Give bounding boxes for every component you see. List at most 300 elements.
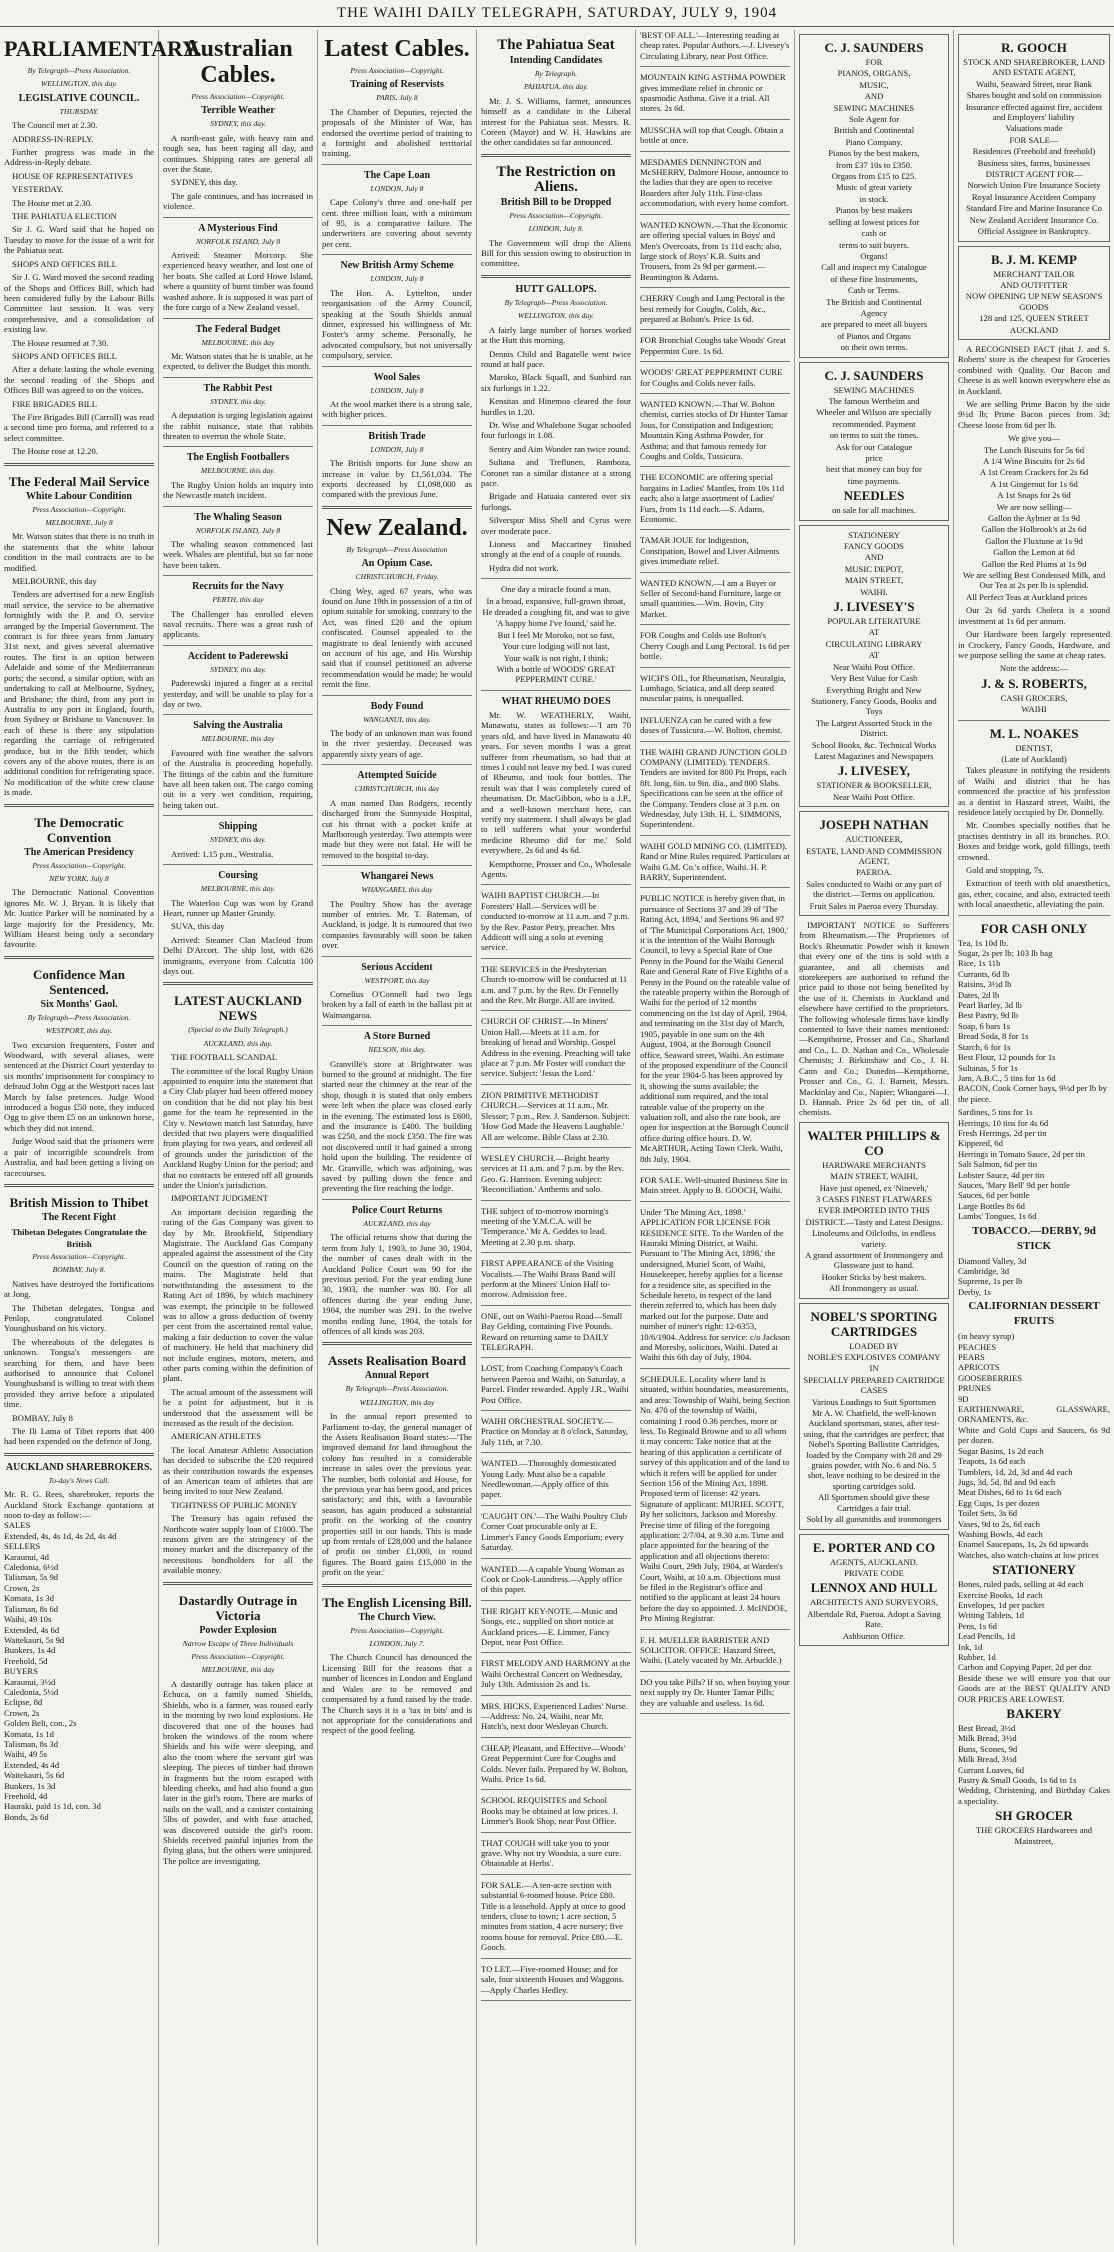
text-line: Further progress was made in the Address-in-Reply debate. (4, 147, 154, 168)
text-line: Envelopes, 1d per packet (958, 1599, 1045, 1610)
text-line: Pens, 1s 6d (958, 1620, 997, 1631)
text-line: We are selling Best Condensed Milk, and Our Tea at 2s per lb is splendid. (962, 570, 1106, 591)
text-line: The Hon. A. Lyttelton, under reorganisation of the Army Council, speaking at the South Shields annual dinner, expressed his willingness of Mr. Foster's army scheme. Personally, he advocated compulsory, but not universally compulsory, service. (322, 287, 472, 361)
advert-lines (803, 616, 945, 761)
advertiser-name: B. J. M. KEMP (991, 251, 1077, 267)
verse-ad (481, 584, 631, 685)
byline: By Telegraph—Press Association. (27, 1012, 131, 1022)
article-body (163, 539, 313, 570)
text-line: terms to suit buyers. (839, 239, 909, 250)
text-line: Writing Tablets, 1d (958, 1610, 1024, 1621)
text-line: Karaunui, 4d (4, 1551, 49, 1562)
text-line: WANTED KNOWN.—That W. Bolton chemist, carries stocks of Dr Hunter Tamar Jous, for Constipation and Indigestion; Mountain King Asthma Powder, for Asthma; and that famous remedy for Coughs and Colds, Tussicura. (640, 398, 788, 461)
divider (481, 1084, 631, 1085)
text-line: We give you— (1008, 433, 1060, 444)
byline: Press Association—Copyright. (350, 66, 444, 75)
headline: British Mission to Thibet (9, 1194, 149, 1210)
article-body (4, 887, 154, 949)
article-body (322, 458, 472, 500)
text-line: A 1st Gingernut for 1s 6d (990, 478, 1078, 489)
text-line: The official returns show that during the term from July 1, 1903, to June 30, 1904, the number of cases dealt with in the Auckland Police Court was 90 for the previous period. For the year ending June 30, 1903, the number was 80. For all offences during the year ending June, 1904, the number was 291. In the twelve months ending June, 1904, the totals for offences of all kinds was 203. (322, 1232, 472, 1336)
subhead: Attempted Suicide (357, 770, 437, 782)
text-line: Toilet Sets, 3s 6d (958, 1508, 1018, 1519)
headline: Dastardly Outrage in Victoria (178, 1592, 298, 1623)
text-line: ESTATE, LAND AND COMMISSION AGENT, (806, 845, 942, 866)
dateline: NELSON, this day. (368, 1045, 426, 1055)
article-body (163, 410, 313, 441)
subhead: Serious Accident (361, 961, 433, 973)
text-line: Milk Bread, 3½d (958, 1754, 1017, 1765)
text-line: ONE, out on Waihi-Paeroa Road—Small Bay Gelding, containing Five Pounds. Reward on returning same to DAILY TELEGRAPH. (481, 1310, 623, 1352)
text-line: At the wool market there is a strong sale, with higher prices. (322, 398, 472, 420)
byline: By Telegraph. (534, 69, 578, 78)
subhead: Salving the Australia (193, 720, 283, 732)
text-line: Wheeler and Wilson are specially (816, 407, 932, 418)
dateline: WHANGAREI, this day (361, 885, 433, 895)
dateline: WELLINGTON, this day. (517, 311, 595, 321)
advert-nathan (799, 811, 949, 916)
article-body (322, 899, 472, 951)
text-line: of Pianos and Organs (837, 330, 911, 341)
text-line: The House met at 2.30. (12, 197, 93, 208)
text-line: 128 and 125, QUEEN STREET (979, 313, 1089, 324)
text-line: Mr. Watson states that there is no truth in the statements that the white labour condition in the mail contracts are to be modified. (4, 531, 154, 573)
text-line: Tumblers, 1d, 2d, 3d and 4d each (958, 1466, 1073, 1477)
text-line: Tea, 1s 10d lb. (958, 937, 1009, 948)
text-line: BUYERS (4, 1666, 38, 1677)
text-line: All Perfect Teas at Auckland prices (966, 591, 1088, 602)
dateline: MELBOURNE, this day (201, 734, 275, 744)
text-line: A north-east gale, with heavy rain and rough sea, has been raging all day, and continues. Shipping rates are general all over the State. (163, 132, 313, 175)
text-line: Salt Salmon, 6d per tin (958, 1159, 1038, 1170)
dateline: LONDON, July 8. (528, 224, 584, 234)
dateline: PARIS, July 8 (376, 93, 418, 103)
advert-lines (803, 834, 945, 911)
price-list (958, 1107, 1110, 1221)
subhead: A Store Burned (363, 1031, 431, 1043)
advert-heading: CALIFORNIAN DESSERT FRUITS (968, 1300, 1100, 1328)
text-line: ARCHITECTS AND SURVEYORS, (810, 1597, 938, 1608)
advert-heading: SH GROCER (995, 1808, 1073, 1824)
advertiser-name: NOBEL'S SPORTING CARTRIDGES (810, 1308, 938, 1339)
column-4 (477, 30, 636, 2245)
text-line: MERCHANT TAILOR (993, 268, 1075, 279)
text-line: Your walk is not right, I think; (503, 652, 609, 663)
text-line: In a broad, expansive, full-grown throat, (486, 595, 626, 606)
text-line: Gallon the Red Plums at 1s 9d (981, 558, 1087, 569)
article-body (4, 120, 154, 456)
text-line: Sir J. G. Ward moved the second reading of the Shops and Offices Bill, which had been considered fully by the Labour Bills Committee last session. It was very comprehensive, and a consolidation of existing law. (4, 272, 154, 335)
text-line: Egg Cups, 1s per dozen (958, 1497, 1040, 1508)
price-list (958, 1723, 1110, 1806)
text-line: Under 'The Mining Act, 1898.' APPLICATION FOR LICENSE FOR RESIDENCE SITE. To the Warden of the Hauraki Mining District, at Waihi. Pursuant to 'The Mining Act, 1898,' the undersigned, Muriel Scott, of Waihi, Housekeeper, hereby applies for a license for a residence site, as specified in the Schedule hereto, in respect of the land therein referred to, which has been duly marked out for the purpose. Date and number of miner's right: 12-6353, 10/6/1904. Address for service: c/o Jackson and Moresby, solicitors, Waihi. Dated at Waihi this 6th day of July, 1904. (640, 1206, 790, 1363)
divider (481, 1452, 631, 1453)
text-line: Lambs' Tongues, 1s 6d (958, 1211, 1037, 1222)
text-line: The Council met at 2.30. (12, 120, 98, 131)
price-list (958, 433, 1110, 591)
text-line: SHOPS AND OFFICES BILL (12, 258, 117, 269)
text-line: (in heavy syrup) (958, 1331, 1015, 1342)
advertiser-name: J. LIVESEY, (837, 763, 911, 779)
text-line: SPECIALLY PREPARED CARTRIDGE CASES (803, 1374, 945, 1396)
dateline: MELBOURNE, this day (201, 1665, 275, 1675)
text-line: SALES (4, 1520, 31, 1531)
text-line: selling at lowest prices for (828, 216, 920, 227)
advert-lines (803, 780, 945, 802)
dateline: AUCKLAND, this day. (203, 1038, 273, 1048)
column-2 (159, 30, 318, 2245)
text-line: Herrings, 10 tins for 4s 6d (958, 1117, 1049, 1128)
headline: HUTT GALLOPS. (515, 283, 597, 295)
notice-list (640, 30, 790, 1714)
text-line: WAIHI. (860, 586, 888, 597)
divider (640, 466, 790, 467)
byline: Press Association—Copyright. (32, 1251, 126, 1261)
article-body (481, 325, 631, 574)
text-line: LOST, from Coaching Company's Coach between Paeroa and Waihi, on Saturday, a Parcel. Finder rewarded. Apply J.R., Waihi Post Office. (481, 1363, 629, 1405)
text-line: THE PAHIATUA ELECTION (12, 211, 117, 222)
divider (481, 1558, 631, 1559)
price-list (958, 1256, 1110, 1298)
text-line: CHURCH OF CHRIST.—In Miners' Union Hall.—Meets at 11 a.m. for breaking of bread and Worship. Gospel Address in the evening. Preaching will take place at 7 p.m. Mr Foster will conduct the service. Subject: 'Jesus the Lord.' (481, 1016, 631, 1079)
text-line: FANCY GOODS (844, 541, 904, 552)
text-line: Raisins, 3½d lb (958, 979, 1012, 990)
advertiser-name: C. J. SAUNDERS (824, 367, 924, 383)
text-line: Buns, Scones, 9d (958, 1743, 1018, 1754)
text-line: FOR SALE. Well-situated Business Site in Main street. Apply to B. GOOCH, Waihi. (640, 1174, 788, 1196)
article-body (322, 197, 472, 249)
text-line: Everything Bright and New (826, 684, 922, 695)
advert-saunders (799, 34, 949, 358)
subhead: New British Army Scheme (340, 260, 454, 272)
article-body (163, 678, 313, 709)
text-line: HOUSE OF REPRESENTATIVES (12, 170, 134, 181)
text-line: Vases, 9d to 2s, 6d each (958, 1518, 1040, 1529)
text-line: Diamond Valley, 3d (958, 1255, 1027, 1266)
text-line: Lioness and Maccartney finished strongly at the end of a couple of rounds. (481, 539, 631, 560)
text-line: New Zealand Accident Insurance Co. (969, 214, 1099, 225)
article-body (163, 351, 313, 372)
text-line: An important decision regarding the rating of the Gas Company was given to day by Mr. Brookfield, Stipendiary Magistrate. The Auckland Gas Company appealed against the assessment of the City Council on the question of rating on the mains. The Magistrate held that notwithstanding the assessment to the Rating Act of 1896, by which machinery was exempt, the principle to be followed was to allow a gross deduction of twenty per cent from the ascertained rental value, making a fair deduction to cover the value of machinery. He held that machinery did not include engines, motors, meters, and other parts coming within the definition of plant. (163, 1206, 313, 1384)
text-line: Waihi, 49 5s (4, 1749, 47, 1760)
text-line: Silverspur Miss Shell and Cyrus were over moderate pace. (481, 515, 631, 536)
text-line: 3 CASES FINEST FLATWARES (815, 1193, 933, 1204)
text-line: Sauces, 'Mary Bell' 9d per bottle (958, 1179, 1070, 1190)
text-line: Bread Soda, 8 for 1s (958, 1031, 1029, 1042)
text-line: EARTHENWARE, GLASSWARE, ORNAMENTS, &c. (958, 1404, 1110, 1425)
advertiser-name: WALTER PHILLIPS & CO (807, 1127, 941, 1158)
text-line: Albertdale Rd, Paeroa. Adopt a Saving Rate. (807, 1608, 941, 1630)
article-body (322, 399, 472, 420)
divider (481, 958, 631, 959)
byline: Press Association—Copyright. (350, 1625, 444, 1635)
article-body (163, 480, 313, 501)
text-line: DISTRICT AGENT FOR— (985, 169, 1083, 180)
text-line: Dates, 2d lb (958, 989, 1000, 1000)
article-body (322, 107, 472, 159)
text-line: MUSSCHA will top that Cough. Obtain a bottle at once. (640, 124, 784, 146)
byline: Press Association—Copyright. (509, 210, 603, 220)
text-line: Currant Loaves, 6d (958, 1764, 1025, 1775)
article-body (4, 1040, 154, 1178)
headline: Assets Realisation Board (328, 1353, 466, 1369)
text-line: Caledonia, 5½d (4, 1686, 59, 1697)
subhead: Whangarei News (360, 871, 434, 883)
text-line: Kempthorne, Prosser and Co., Wholesale Agents. (481, 858, 631, 879)
byline: By Telegraph—Press Association (346, 544, 448, 554)
dateline: WANGANUI, this day. (363, 714, 431, 724)
text-line: The whaling season commenced last week. Whales are plentiful, but so far none have been taken. (163, 538, 313, 570)
text-line: Enamel Saucepans, 1s, 2s 6d upwards (958, 1539, 1089, 1550)
byline: Press Association—Copyright. (191, 92, 285, 101)
text-line: PAEROA. (856, 867, 892, 878)
text-line: SCHOOL REQUISITES and School Books may be obtained at low prices. J. Limmer's Book Shop, near Post Office. (481, 1795, 618, 1827)
masthead: THE WAIHI DAILY TELEGRAPH, SATURDAY, JULY 9, 1904 (0, 0, 1114, 27)
dateline: NEW YORK, July 8 (49, 873, 109, 883)
price-list (958, 1579, 1110, 1704)
text-line: Cornelius O'Connell had two legs broken by a fall of earth in the ballast pit at Waimangaroa. (322, 988, 472, 1020)
divider (640, 835, 790, 836)
text-line: Brigade and Hatuaia cantered over six furlongs. (481, 491, 631, 512)
advert-lines (962, 57, 1106, 237)
divider (640, 887, 790, 888)
text-line: Mr. J. S. Williams, farmer, announces himself as a candidate in the Liberal interest for the Pahiatua seat. Messrs. R. Coreen (Mayor) and W. H. Hawkins are the other candidates so far announced. (481, 95, 631, 148)
text-line: The gale continues, and has increased in violence. (163, 190, 313, 212)
dateline: NORFOLK ISLAND, July 8 (195, 236, 281, 246)
advert-line: on sale for all machines. (832, 505, 916, 516)
text-line: Kippered, 6d (958, 1138, 1003, 1149)
text-line: AT (868, 627, 880, 638)
text-line: TO LET.—Five-roomed House; and for sale, four sixteenth Houses and Waggons.—Apply Charles Hedley. (481, 1963, 625, 1995)
text-line: SHOPS AND OFFICES BILL (12, 350, 117, 361)
text-line: Extended, 4s 4d (4, 1759, 60, 1770)
text-line: Carbon and Copying Paper, 2d per doz (958, 1662, 1092, 1673)
text-line: PEARS (958, 1352, 985, 1363)
text-line: Gallon the Lemon at 6d (993, 547, 1075, 558)
text-line: 'BEST OF ALL.'—Interesting reading at cheap rates. Popular Authors.—J. Livesey's Circulating Library, near Post Office. (640, 30, 790, 61)
subhead: The English Footballers (186, 452, 290, 464)
text-line: FOR SALE.—A ten-acre section with substantial 6-roomed house. Price £80. Title is a leasehold. Apply at once to good tenders, close to town; 1 acre section, 5 minutes from station, 4 acre nursery; five rooms house for removal. Price £80.—E. Gooch. (481, 1879, 626, 1953)
text-line: A man named Dan Rodgers, recently discharged from the Sunnyside Hospital, cut his throat with a pocket knife at Marlborough yesterday. Two attempts were made but they were not fatal. He will be removed to the hospital to-day. (322, 797, 472, 860)
text-line: Talisman, 8s 6d (4, 1603, 59, 1614)
text-line: The Largest Assorted Stock in the District. (815, 717, 933, 739)
text-line: PRUNES (958, 1383, 991, 1394)
text-line: The Challenger has enrolled eleven naval recruits. There was a great rush of applicants. (163, 608, 313, 640)
text-line: Supreme, 1s per lb (958, 1276, 1023, 1287)
divider (481, 1357, 631, 1358)
text-line: APRICOTS (958, 1362, 1000, 1373)
advert-lines (803, 1341, 945, 1525)
dateline: AUCKLAND, this day (363, 1218, 431, 1228)
text-line: AND (864, 91, 884, 102)
text-line: The Lunch Biscuits for 5s 6d (983, 444, 1084, 455)
text-line: Derby, 1s (958, 1286, 991, 1297)
text-line: Herrings in Tomato Sauce, 2d per tin (958, 1148, 1085, 1159)
text-line: Bunkers, 1s 3d (4, 1780, 56, 1791)
headline: The English Licensing Bill. (322, 1594, 472, 1610)
advertiser-name: C. J. SAUNDERS (824, 40, 924, 55)
text-line: Pearl Barley, 3d lb (958, 1000, 1022, 1011)
text-line: Kensitas and Hinemoa cleared the four hurdles in 1.20. (481, 396, 631, 417)
subhead: To-day's News Call. (48, 1475, 110, 1485)
subhead: Shipping (218, 821, 258, 833)
text-line: F. H. MUELLER BARRISTER AND SOLICITOR. OFFICE: Haszard Street, Waihi. (Lately vacated by Mr. Arbuckle.) (640, 1634, 782, 1666)
text-line: Meat Dishes, 6d to 1s 6d each (958, 1487, 1062, 1498)
text-line: Talisman, 8s 3d (4, 1738, 59, 1749)
dateline: MELBOURNE, this day (201, 337, 275, 347)
text-line: WICH'S OIL, for Rheumatism, Neuralgia, Lumbago, Sciatica, and all deep seated muscular pains, is unequalled. (640, 672, 786, 704)
text-line: Standard Fire and Marine Insurance Co (966, 203, 1102, 214)
subhead: British Bill to be Dropped (500, 196, 612, 208)
text-line: DENTIST, (1015, 742, 1053, 753)
dateline: MELBOURNE, this day. (200, 884, 276, 894)
divider (481, 1410, 631, 1411)
subhead: Annual Report (364, 1370, 430, 1382)
article-body (4, 531, 154, 797)
advert-heading: TOBACCO.—DERBY, 9d STICK (972, 1224, 1096, 1252)
advert-lines (958, 743, 1110, 765)
text-line: Currants, 6d lb (958, 968, 1010, 979)
advert-heading: FOR CASH ONLY (980, 920, 1088, 936)
text-line: FOR SALE— (1009, 134, 1059, 145)
text-line: Two excursion frequenters, Foster and Woodward, with several aliases, were sentenced at the District Court yesterday to six months' imprisonment for conspiracy to defraud John Ogg at the Westport races last March by false pretences. Judge Wood introduced a bogus £50 note, they induced Ogg to give them £5 on an unknown horse, which they did not intend. (4, 1039, 154, 1133)
text-line: Fresh Herrings, 2d per tin (958, 1127, 1047, 1138)
subhead: The American Presidency (24, 846, 134, 858)
text-line: GOOSEBERRIES (958, 1372, 1022, 1383)
text-line: AND (864, 552, 884, 563)
subhead: White Labour Condition (26, 490, 132, 502)
text-line: Hooker Sticks by best makers. (821, 1271, 927, 1282)
text-line: Waihi, Seaward Street, near Bank (976, 78, 1092, 89)
text-line: TIGHTNESS OF PUBLIC MONEY (171, 1499, 298, 1510)
advertiser-name: J. & S. ROBERTS, (981, 675, 1087, 691)
text-line: STOCK AND SHAREBROKER, LAND AND ESTATE AGENT, (963, 57, 1105, 78)
divider (640, 1201, 790, 1202)
article-body (163, 250, 313, 312)
text-line: Stationery, Fancy Goods, Books and Toys (811, 695, 937, 717)
divider (640, 667, 790, 668)
text-line: Best Pastry, 9d lb (958, 1010, 1019, 1021)
advert-line: PRIVATE CODE (844, 1567, 904, 1578)
text-line: Ink, 1d (958, 1641, 983, 1652)
dateline: LONDON, July 8 (370, 183, 424, 193)
text-line: THE WAIHI GRAND JUNCTION GOLD COMPANY (LIMITED). TENDERS. Tenders are invited for 800 Pit Props, each 8ft. long, 6in. to 9in. dia., and 800 Slabs. Specifications can be seen at the office of the Company. Tenders close at 3 p.m. on Wednesday, July 13th. H. L. SIMMONS, Superintendent. (640, 746, 787, 830)
subhead: Six Months' Gaol. (40, 998, 118, 1010)
text-line: PIANOS, ORGANS, (837, 68, 911, 79)
text-line: Gold and stopping, 7s. (966, 865, 1044, 875)
text-line: Ching Wey, aged 67 years, who was found on June 19th in possession of a tin of opium suitable for smoking, contrary to the Act, was fined £20 and the opium confiscated. Counsel appealed to the magistrate to deal leniently with accused on account of his age, and His Worship said that if counsel petitioned an adverse recommendation would be made; he would remit the fine. (322, 585, 472, 690)
text-line: Have just opened, ex 'Nineveh,' (819, 1182, 929, 1193)
text-line: Sugar Basins, 1s 2d each (958, 1445, 1044, 1456)
text-line: Favoured with fine weather the salvors of the Australia is proceeding hopefully. The fittings of the cabin and the furniture have all been taken out. The cargo coming out in a very wet condition, requiring, being taken out. (163, 747, 313, 810)
text-line: Arrived: Steamer Morcorp. She experienced heavy weather, and lost one of her boats. She called at Lord Howe Island, where a quantity of burnt timber was found washed ashore. It is supposed it was part of the fore cargo of a New Zealand vessel. (163, 250, 313, 313)
text-line: Mr. W. WEATHERLY, Waihi, Manawatu, states as follows:—'I am 70 years old, and have lived in Manawatu 40 years. For seven months I was a great sufferer from rheumatism, so bad that at times I could not leave my bed. I was cured of Rheumo, and took four bottles. The result was that I was completely cured of rheumatism. Dr. MacGibbon, who is a J.P., and a well-known merchant here, can verify my statement. I shall always be glad to tell sufferers what your wonderful medicine Rheumo did for me.' Sold everywhere, 2s 6d and 4s 6d. (481, 709, 631, 856)
text-line: Arrived: Steamer Clan Macleod from Delhi D'Arcort. The ship lost, with 626 immigrants, everyone from Calcutta 100 days out. (163, 934, 313, 976)
section-sub: THURSDAY. (59, 106, 99, 116)
text-line: Golden Belt, con., 2s (4, 1718, 77, 1729)
text-line: DISTRICT.—Tasty and Latest Designs. (805, 1216, 943, 1227)
subhead: Recruits for the Navy (192, 581, 284, 593)
divider (481, 1010, 631, 1011)
advert-heading: STATIONERY (992, 1562, 1076, 1578)
divider (640, 572, 790, 573)
text-line: The Thibetan delegates, Tongsa and Penlop, congratulated Colonel Younghusband on his victory. (4, 1302, 154, 1334)
text-line: NOW OPENING UP NEW SEASON'S GOODS (965, 291, 1103, 312)
text-line: The body of an unknown man was found in the river yesterday. Deceased was apparently sixty years of age. (322, 728, 472, 759)
text-line: Crown, 2s (4, 1707, 40, 1718)
advert-heading: BAKERY (1006, 1706, 1062, 1722)
text-line: POPULAR LITERATURE (827, 616, 921, 627)
text-line: All Sportsmen should give these Cartridges a fair trial. (818, 1492, 930, 1513)
dateline: MELBOURNE, this day. (200, 466, 276, 476)
divider (481, 1737, 631, 1738)
text-line: A fairly large number of horses worked at the Hutt this morning. (481, 324, 631, 346)
text-line: Rubber, 1d (958, 1652, 996, 1662)
divider (640, 66, 790, 67)
divider (481, 1652, 631, 1653)
divider (481, 1600, 631, 1601)
text-line: The Chamber of Deputies, rejected the proposals of the Minister of War, has endorsed the overtime period of training to a fortnight and abolished territorial training. (322, 106, 472, 159)
column-7 (954, 30, 1114, 2245)
headline-parliamentary: PARLIAMENTARY. (4, 36, 202, 61)
text-line: 'A happy home I've found,' said he. (495, 618, 617, 629)
text-line: Shares bought and sold on commission (966, 90, 1102, 101)
text-line: Linoleums and Oilcloths, in endless variety. (812, 1228, 936, 1249)
text-line: Mr A. W. Chatfield, the well-known Auckland sportsman, states, after test-using, that the cartridges are perfect; that Nobel's Sporting Ballistite Cartridges, loaded by the Company with 28 and 29 grains powder, with No. 6 and No. 5 shot, leave nothing to be desired in the sporting cartridges sold. (803, 1408, 945, 1491)
text-line: All Ironmongery as usual. (829, 1283, 919, 1294)
text-line: The British and Continental (826, 296, 922, 307)
text-line: The Church Council has denounced the Licensing Bill for the reasons that a number of licences in London and England and Wales are to be removed and compensated by a fund raised by the trade. The Church says it is a 'tax in bits' and is not appropriate for the considerations and respect of the good feeling. (322, 1652, 472, 1736)
text-line: The Rugby Union holds an inquiry into the Newcastle match incident. (163, 479, 313, 501)
text-line: Hydra did not work. (489, 562, 559, 573)
text-line: SUVA, this day (171, 921, 225, 932)
text-line: EVER IMPORTED INTO THIS (818, 1205, 930, 1216)
advert-text (958, 765, 1110, 909)
text-line: The House rose at 12.20. (12, 446, 98, 457)
advert-kemp (958, 246, 1110, 340)
headline-latest-cables: Latest Cables. (324, 36, 470, 62)
divider (640, 741, 790, 742)
text-line: Pianos by the best makers, (828, 148, 920, 159)
text-line: Best Flour, 12 pounds for 1s (958, 1052, 1056, 1063)
headline-australian-cables: Australian Cables. (183, 36, 293, 88)
advertiser-name: JOSEPH NATHAN (819, 817, 929, 833)
text-line: Sole Agent for (848, 114, 900, 125)
subhead: Police Court Returns (351, 1204, 443, 1216)
divider (481, 1505, 631, 1506)
text-line: Very Best Value for Cash (830, 673, 918, 684)
text-line: Gallon the Fluxtune at 1s 9d (985, 535, 1083, 546)
divider (481, 1958, 631, 1959)
text-line: Fruit Sales in Paeroa every Thursday. (809, 900, 939, 911)
text-line: We are now selling— (996, 501, 1072, 512)
text-line: AMERICAN ATHLETES (171, 1431, 261, 1442)
text-line: Best Bread, 3½d (958, 1723, 1016, 1734)
text-line: Dennis Child and Bagatelle went twice round at half pace. (481, 348, 631, 369)
advertiser-name: R. GOOCH (1001, 40, 1067, 55)
text-line: MESDAMES DENNINGTON and McSHERRY, Dalmore House, announce to the ladies that they are open to receive Boarders after July 11th. First-class accommodation, with every home comfort. (640, 156, 789, 209)
subhead: The Cape Loan (363, 169, 431, 181)
text-line: best that money can buy for (826, 464, 922, 475)
text-line: Various Loadings to Suit Sportsmen (811, 1396, 937, 1407)
article-body (322, 1411, 472, 1578)
subhead: British Trade (368, 430, 426, 442)
subhead: Body Found (370, 700, 424, 712)
text-line: THE FOOTBALL SCANDAL (171, 1052, 278, 1063)
article-body (322, 989, 472, 1020)
article-body (322, 798, 472, 860)
advert-text: BACON, Cook Corner bays, 9½d per lb by the piece. (958, 1083, 1107, 1104)
